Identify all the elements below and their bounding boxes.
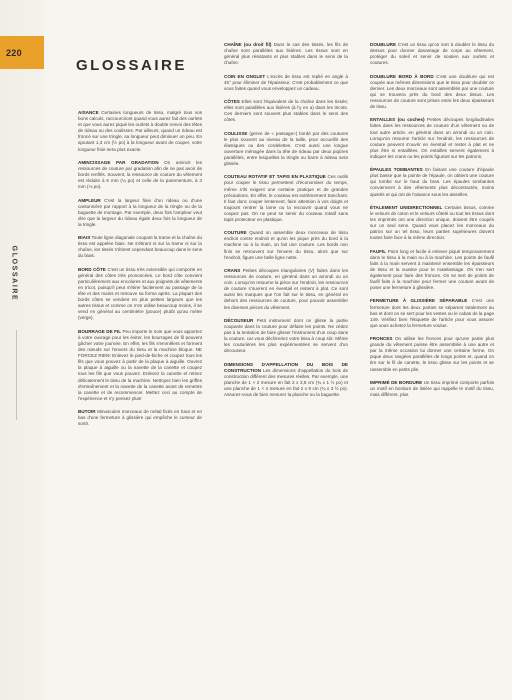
glossary-definition: Toute ligne diagonale coupant la trame et la chaîne du tissu est appelée biais. Ne s'étirant ni sur la trame ni sur la chaîne, les tissés s'étirent cependant beaucoup dans le sens du biais. xyxy=(78,235,202,259)
glossary-definition: Petites découpes triangulaires (V) faites dans les ressources de couture, en général dans un arrondi ou un coin. Lorsqu'on retourne la pièce sur l'endroit, les ressources de couture s'ouvrent en éventail et restent à plat. Ce sont aussi les marques que l'on fait sur le tissu, en général en dehors des ressources de couture, pour pouvoir assembler les diverses pièces du vêtement. xyxy=(224,267,348,310)
glossary-definition: Petit instrument dont on glisse la partie coupante dans la couture pour défaire les points. Ne cédez pas à la tentation de faire glisser l'instrument d'un coup dans la couture, car vous déchireriez votre tissu à coup sûr. Même les couturières les plus expérimentées se servent d'un découseur. xyxy=(224,317,348,354)
glossary-column-3 xyxy=(370,42,494,405)
glossary-definition: On utilise les fronces pour qu'une partie plus grande du vêtement puisse être assemblée à une autre et par la même occasion lui donner une certaine forme. On pique deux rangées parallèles de longs points et, quand on tire sur le fil de canette, le tissu glisse sur les points et se rassemble en petits plis. xyxy=(370,336,494,372)
glossary-entry xyxy=(78,160,202,190)
glossary-term: BOURRAGE DE FIL xyxy=(78,328,121,334)
glossary-entry xyxy=(78,267,202,322)
glossary-term: AMINCISSAGE PAR GRADATION xyxy=(78,159,159,165)
glossary-definition: Un tissu imprimé comporte parfois un motif en bordure de lisière qui rappelle le motif du tissu, mais différent, plus xyxy=(370,379,494,397)
glossary-term: AISANCE xyxy=(78,110,99,115)
glossary-entry xyxy=(370,74,494,111)
glossary-entry xyxy=(78,235,202,259)
glossary-term: COULISSE xyxy=(224,130,248,136)
page-number: 220 xyxy=(6,47,22,58)
side-strip xyxy=(0,0,44,700)
glossary-term: IMPRIMÉ DE BORDURE xyxy=(370,379,423,385)
glossary-definition: Dans le cas des tissés, les fils de chaîne sont parallèles aux lisières. Les tissus sont en général plus résistants et plus stables dans le sens de la chaîne. xyxy=(224,42,349,66)
glossary-definition: Certains tissus, comme le velours de coton et le velours côtelé ou tout les tissus dont les imprimés ont une direction unique, doivent être coupés sur un seul sens. Quand vous placez les morceaux du patron sur un tel tissu, leurs parties supérieures doivent toutes faire face à la même direction. xyxy=(370,204,495,241)
glossary-term: COUTURE xyxy=(224,230,247,236)
glossary-term: ENTAILLES (ou coches) xyxy=(370,117,425,123)
side-divider xyxy=(16,330,17,420)
glossary-definition: C'est une doublure qui est coupée aux mêmes dimensions que le tissu pour doubler ce dernier. Les deux morceaux sont assemblés par une couture qui se trouvera près du bord des deux tissus. Les ressources de couture sont prises entre les deux épaisseurs de tissu. xyxy=(370,73,494,110)
glossary-term: FRONCES xyxy=(370,336,393,342)
glossary-entry xyxy=(370,117,494,160)
glossary-term: COUTEAU ROTATIF ET TAPIS EN PLASTIQUE xyxy=(224,174,326,180)
glossary-definition: L'excès de tissu est replié en angle à 45° pour éliminer de l'épaisseur. C'est probablement ce que vous faites quand vous enveloppez un cadeau. xyxy=(224,73,348,91)
glossary-term: BIAIS xyxy=(78,235,91,241)
glossary-entry xyxy=(78,198,202,228)
glossary-term: ÉTALEMENT UNIDIRECTIONNEL xyxy=(370,204,443,210)
glossary-entry xyxy=(370,42,494,66)
glossary-definition: Certaines longueurs de tissu, malgré tous vos bons calculs, raccourciront quand vous aurez fait des ourlets et que vous aurez piqué les ourlets à double renvoi des têtes de rideau ou des coulisses. Par ailleurs, quand un rideau est froncé sur une tringle, sa longueur peut diminuer un peu. En ajoutant 1,3 cm (½ po) à la longueur avant de couper, votre longueur finie sera plus exacte. xyxy=(78,110,202,152)
glossary-entry xyxy=(224,99,348,123)
glossary-term: AMPLEUR xyxy=(78,197,101,203)
glossary-entry xyxy=(370,298,494,328)
glossary-entry xyxy=(78,329,202,402)
glossary-column-1 xyxy=(78,110,202,435)
glossary-entry xyxy=(370,249,494,292)
glossary-term: DIMENSIONS D'APPELLATION DU BOIS DE CONSTRUCTION xyxy=(224,361,348,373)
glossary-definition: C'est la largeur finie d'un rideau ou d'une cantonnière par rapport à la longueur de la tringle ou de la baguette de montage. Par exemple, deux fois l'ampleur veut dire que la largeur du rideau égale deux fois la longueur de la tringle. xyxy=(78,197,203,227)
glossary-definition: Petites découpes longitudinales faites dans les ressources de couture d'un vêtement ou de tout autre article, en général dans un arrondi ou un coin. Lorsqu'on retourne l'article sur l'endroit, les ressources de couture peuvent s'ouvrir en éventail et rester à plat et ne plus être ni entaillées. On entailles servent également à indiquer les crans ou les points figurant sur les patrons. xyxy=(370,117,494,159)
glossary-term: CRANS xyxy=(224,267,241,273)
section-side-label-text: GLOSSAIRE xyxy=(10,245,18,301)
glossary-entry xyxy=(224,230,348,260)
glossary-definition: C'est un tissu qu'on sort à doubler le tissu du dessus pour donner davantage de corps au vêtement, protéger du soleil et servir de soutien aux ourlets et coutures. xyxy=(370,42,494,66)
glossary-definition: Point long et facile à enlever piqué temporairement dans le tissu à la main ou à la machine. Les points de faufil faits à la main servent à maintenir ensemble les épaisseurs de tissu et la ouatine pour le matelassage. On s'en sert également pour faire des fronces. On se sert de points de faufil faits à la machine pour fermer une couture avant de poser une fermeture à glissière. xyxy=(370,248,494,291)
page-title: GLOSSAIRE xyxy=(76,57,187,74)
glossary-definition: C'est un tissu très extensible qui comporte en général des côtes très prononcées. Le bord côte convient particulièrement aux encolures et aux poignets de vêtements en tricot, puisqu'il peut s'étirer facilement au passage de la tête et des mains et retrouve sa forme après. La plupart des bords côtes se vendent en plus petites largeurs que les autres tissus et comme on n'en utilise beaucoup moins, il se vend en général au centimètre (pouce) plutôt qu'au mètre (verge). xyxy=(78,266,203,321)
glossary-entry xyxy=(78,409,202,427)
glossary-entry xyxy=(224,268,348,311)
glossary-entry xyxy=(370,205,494,242)
glossary-entry xyxy=(224,74,348,92)
glossary-entry xyxy=(224,318,348,355)
glossary-term: DÉCOUSEUR xyxy=(224,317,254,323)
glossary-term: DOUBLURE BORD À BORD xyxy=(370,73,434,79)
glossary-term: CÔTES xyxy=(224,99,240,105)
glossary-definition: Les dimensions d'appellation du bois de construction diffèrent des mesures réelles. Par exemple, une planche de 1 × 2 mesure en fait 2 x 3,8 cm (¾ x 1 ½ po) et une planche de 1 × 4 mesure en fait 2 x 9 cm (¾ x 3 ½ po). Assurez-vous de bien mesurer la planche ou la baguette. xyxy=(224,367,349,397)
glossary-entry xyxy=(224,131,348,168)
glossary-term: CHAÎNE (ou droit fil) xyxy=(224,42,272,47)
glossary-definition: Minuscules morceaux de métal fixés en haut et en bas d'une fermeture à glissière qui empêche le curseur de sortir. xyxy=(78,409,203,427)
glossary-definition: C'est une fermeture dont les deux parties se séparent totalement au bas et dont on se sert pour les vestes ou le cabas de la page 149. Vérifiez bien l'étiquette de l'article pour vous assurer que vous achetez la fermeture voulue. xyxy=(370,298,494,328)
section-side-label xyxy=(8,238,20,308)
glossary-term: BUTOIR xyxy=(78,409,96,415)
glossary-column-2 xyxy=(224,42,348,405)
glossary-term: FERMETURE À GLISSIÈRE SÉPARABLE xyxy=(370,298,468,304)
glossary-definition: (genre de « passage») bordé par des coutures le plus souvent au niveau de la taille, pour accueillir des élastiques ou des cordelettes. C'est aussi une longue ouverture ménagée dans la tête de rideau par deux piqûres parallèles, entre lesquelles la tringle ou barre à rideau sera glissée. xyxy=(224,130,348,167)
glossary-term: DOUBLURE xyxy=(370,42,397,47)
glossary-entry xyxy=(224,362,348,399)
glossary-term: COIN EN ONGLET xyxy=(224,73,266,79)
glossary-definition: Peu importe le soin que vous apportez à votre ouvrage pour les éviter, les bourrages de fil peuvent gâcher votre journée. En effet, les fils s'emmêlent et forment des nœuds sur l'envers du tissu et la machine bloque. NE FORCEZ RIEN! Enlevez le pied-de-biche et coupez tous les fils que vous pouvez à partir de la plaque à aiguille. Ouvrez la plaque à aiguille ou la navette de la canette et coupez tous les fils que vous pouvez. Enlevez la canette et retirez délicatement le tissu de la machine. Nettoyez bien les griffes d'entraînement et la navette de la canette avant de remettre la canette et de recommencer. Mettez ceci au compte de l'expérience et n'y pensez plus! xyxy=(78,328,202,401)
glossary-term: FAUFIL xyxy=(370,248,387,254)
glossary-definition: On amincit les ressources de couture par gradation afin de ne pas avoir de bords renflés. Souvent, la ressource de couture du vêtement est réduite à 6 mm (¼ po) et celle de la parementure, à 3 mm (⅛ po). xyxy=(78,159,202,190)
glossary-entry xyxy=(224,42,348,66)
glossary-entry xyxy=(224,174,348,223)
page-number-tab xyxy=(0,36,44,69)
glossary-definition: Quand on assemble deux morceaux de tissu endroit contre endroit et qu'on les pique près du bord à la machine ou à la main, on fait une couture. Les bords non finis se retrouvent sur l'envers du tissu, alors que sur l'endroit, figure une belle ligne nette. xyxy=(224,230,348,260)
glossary-term: BORD CÔTE xyxy=(78,266,106,272)
glossary-entry xyxy=(78,110,202,153)
glossary-definition: Ces outils pour couper le tissu permettent d'économiser du temps, même s'ils exigent une certaine pratique et de grandes précautions. En effet, le couteau est extrêmement tranchant. Il faut donc couper lentement, faire attention à vos doigts et toujours rentrer la lame ou la recouvrir quand vous ne coupez pas. On ne peut se servir du couteau rotatif sans tapis protecteur en plastique. xyxy=(224,174,348,222)
glossary-entry xyxy=(370,380,494,398)
glossary-term: ÉPAULES TOMBANTES xyxy=(370,167,423,173)
glossary-entry xyxy=(370,167,494,197)
glossary-entry xyxy=(370,336,494,373)
glossary-definition: En faisant une couture d'épaule plus basse que la pointe de l'épaule, on obtient une couture qui tombe sur le haut du bras. Les épaules tombantes conviennent à des vêtements plus décontractés, moins ajustés et qui ont de l'aisance sous les aisselles. xyxy=(370,167,494,197)
glossary-definition: Elles sont l'équivalent de la chaîne dans les tissés; elles sont parallèles aux lisières (à l'y en a) dans les tricots. Ces derniers sont souvent plus stables dans le sens des côtes. xyxy=(224,99,348,123)
